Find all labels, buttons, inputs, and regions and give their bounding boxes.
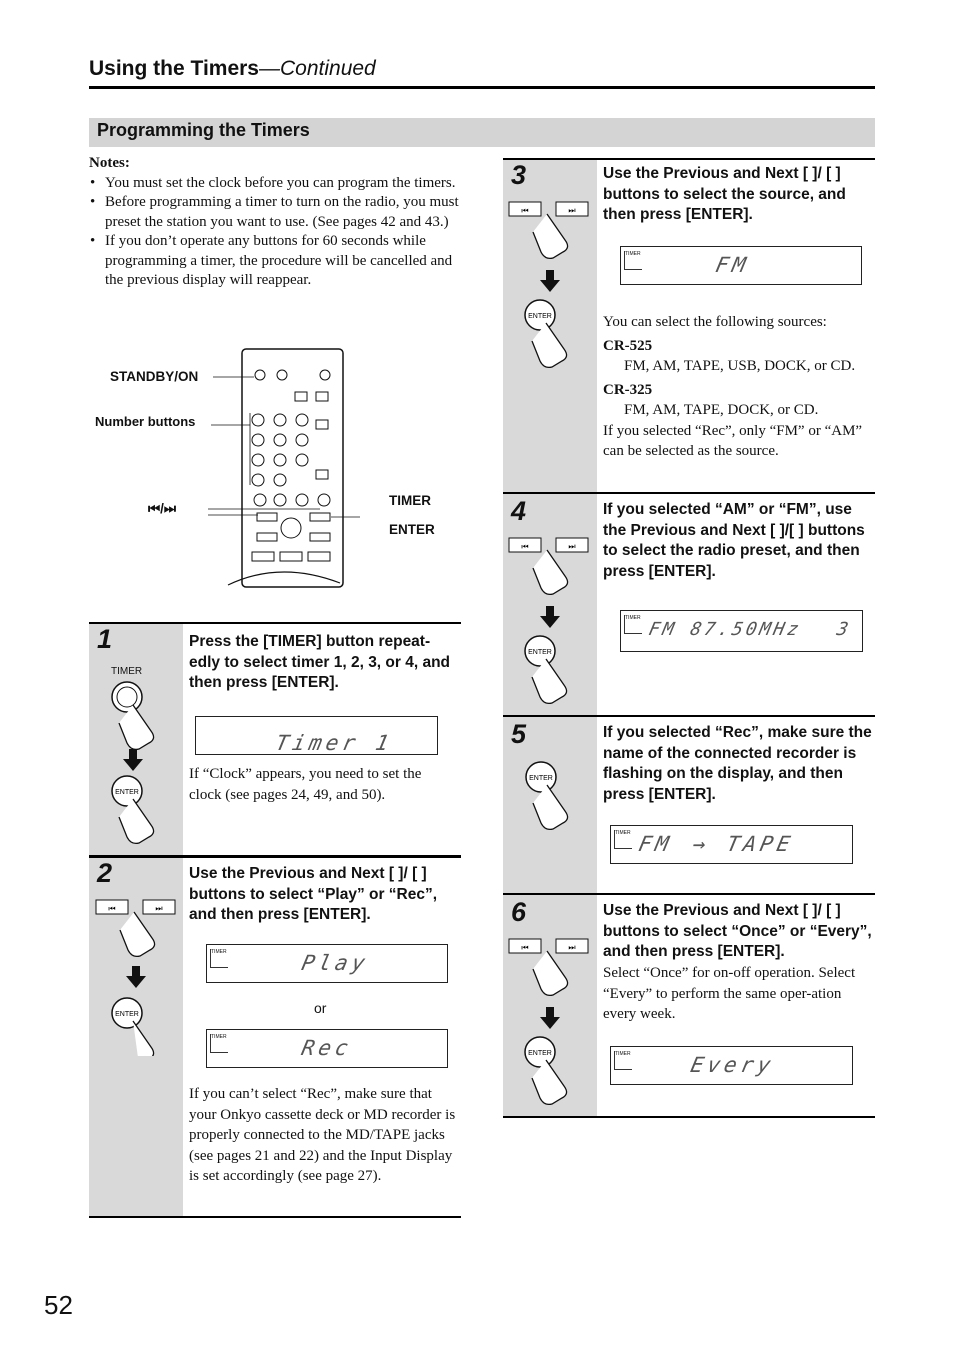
lcd-display	[620, 610, 863, 652]
step-body	[603, 312, 873, 462]
sources-intro: You can select the following sources:	[603, 314, 827, 330]
model-name: CR-325	[603, 381, 653, 398]
lcd-display	[206, 1029, 448, 1068]
lcd-display	[195, 716, 438, 755]
lcd-preset: 3	[834, 619, 855, 640]
step-instruction: Press the [TIMER] button repeat-edly to select timer 1, 2, 3, or 4, and then press [ENTER].	[189, 633, 451, 691]
lcd-display	[206, 944, 448, 983]
step-body: Select “Once” for on-off operation. Select “Every” to perform the same oper-ation every week.	[603, 965, 856, 1022]
step-number: 5	[511, 719, 527, 749]
step-3	[503, 158, 875, 494]
notes-title: Notes:	[89, 155, 130, 171]
page-header	[89, 57, 376, 81]
svg-text:⏭: ⏭	[568, 542, 576, 551]
step-6	[503, 895, 875, 1118]
enter-label: ENTER	[389, 522, 435, 537]
svg-text:⏮: ⏮	[108, 904, 116, 913]
header-continued: —Continued	[259, 57, 376, 80]
remote-control-illustration	[200, 345, 360, 590]
standby-label: STANDBY/ON	[110, 369, 199, 384]
model-sources: FM, AM, TAPE, USB, DOCK, or CD.	[624, 358, 856, 374]
svg-text:⏮: ⏮	[521, 943, 529, 952]
header-rule	[89, 86, 875, 89]
step-2	[89, 856, 461, 1218]
svg-text:ENTER: ENTER	[528, 313, 552, 320]
model-sources: FM, AM, TAPE, DOCK, or CD.	[624, 402, 819, 418]
notes	[89, 154, 464, 291]
lcd-text: Every	[688, 1053, 777, 1077]
step-instruction: If you selected “Rec”, make sure the name of the connected recorder is flashing on the display, and then press [ENTER].	[603, 724, 872, 803]
svg-text:ENTER: ENTER	[115, 1011, 139, 1018]
step-number: 4	[511, 496, 527, 526]
lcd-text: FM	[636, 832, 675, 856]
prev-next-buttons-icon	[507, 198, 592, 378]
lcd-arrow: →	[690, 832, 713, 856]
enter-button-icon	[521, 757, 581, 857]
svg-text:⏮: ⏮	[521, 542, 529, 551]
step-instruction: Use the Previous and Next [ ]/ [ ] buttons to select the source, and then press [ENTER].	[603, 165, 846, 223]
step-number: 6	[511, 897, 527, 927]
svg-text:⏭: ⏭	[155, 904, 163, 913]
svg-text:⏮: ⏮	[521, 206, 529, 215]
svg-text:ENTER: ENTER	[528, 649, 552, 656]
sources-note: If you selected “Rec”, only “FM” or “AM” can be selected as the source.	[603, 422, 863, 459]
step-1	[89, 622, 461, 856]
timer-tag: TIMER	[624, 615, 642, 634]
step-4	[503, 494, 875, 717]
timer-tag: TIMER	[210, 1034, 228, 1053]
svg-text:ENTER: ENTER	[529, 775, 553, 782]
button-press-icon	[107, 677, 167, 847]
timer-tag: TIMER	[614, 1051, 632, 1070]
step-body: If you can’t select “Rec”, make sure that your Onkyo cassette deck or MD recorder is properly connected to the MD/TAPE jacks (see pages 21 and 22) and the Input Display is set accordingly (see page 27).	[189, 1086, 456, 1184]
page-number: 52	[44, 1290, 73, 1320]
lcd-text: Timer 1	[273, 731, 396, 755]
timer-tag: TIMER	[624, 251, 642, 270]
svg-text:⏭: ⏭	[568, 206, 576, 215]
lcd-text: FM 87.50MHz	[646, 619, 804, 640]
model-name: CR-525	[603, 337, 653, 354]
timer-tag: TIMER	[210, 949, 228, 968]
step-number: 3	[511, 160, 527, 190]
step-instruction: Use the Previous and Next [ ]/ [ ] buttons to select “Play” or “Rec”, and then press [ENTER].	[189, 865, 438, 923]
prev-next-label: ⏮/⏭	[148, 501, 177, 516]
step-instruction: Use the Previous and Next [ ]/ [ ] buttons to select “Once” or “Every”, and then press [ENTER].	[603, 902, 872, 960]
lcd-text: FM	[713, 253, 752, 277]
note-item: • If you don’t operate any buttons for 60 seconds while programming a timer, the procedure will be cancelled and the previous display will reappear.	[89, 232, 464, 291]
step-instruction: If you selected “AM” or “FM”, use the Previous and Next [ ]/[ ] buttons to select the radio preset, and then press [ENTER].	[603, 501, 865, 580]
step-number: 1	[97, 624, 113, 654]
lcd-text: Play	[299, 951, 372, 975]
note-item: • You must set the clock before you can program the timers.	[89, 174, 464, 194]
prev-next-buttons-icon	[507, 534, 592, 714]
number-buttons-label: Number buttons	[95, 414, 196, 429]
lcd-display	[620, 246, 862, 285]
note-item: • Before programming a timer to turn on the radio, you must preset the station you want to use. (See pages 42 and 43.)	[89, 193, 464, 232]
prev-next-buttons-icon	[507, 935, 592, 1115]
step-number: 2	[97, 858, 113, 888]
lcd-text: TAPE	[724, 832, 797, 856]
prev-next-buttons-icon	[94, 896, 179, 1056]
lcd-display	[610, 825, 853, 864]
timer-tag: TIMER	[614, 830, 632, 849]
svg-text:ENTER: ENTER	[115, 789, 139, 796]
header-title: Using the Timers	[89, 57, 259, 80]
or-label: or	[314, 1000, 327, 1016]
lcd-text: Rec	[299, 1036, 355, 1060]
timer-label: TIMER	[389, 493, 431, 508]
svg-text:ENTER: ENTER	[528, 1050, 552, 1057]
step-body: If “Clock” appears, you need to set the clock (see pages 24, 49, and 50).	[189, 766, 422, 803]
svg-text:⏭: ⏭	[568, 943, 576, 952]
timer-button-label: TIMER	[111, 666, 143, 677]
section-title: Programming the Timers	[97, 120, 310, 140]
lcd-display	[610, 1046, 853, 1085]
step-5	[503, 717, 875, 895]
